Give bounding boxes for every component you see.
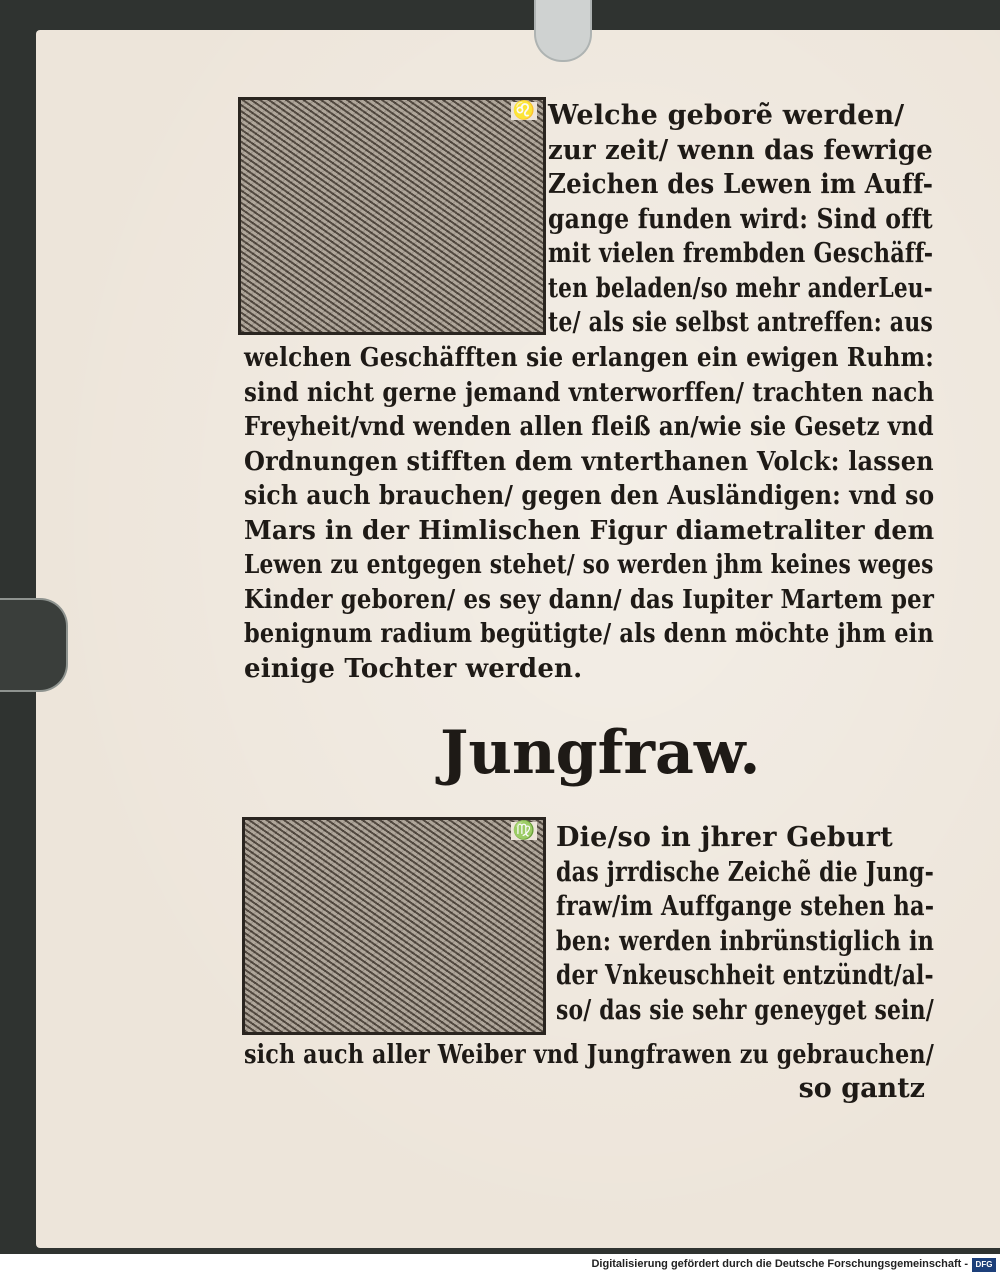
- text-line: Lewen zu entgegen stehet/ so werden jhm keines weges: [244, 550, 934, 580]
- funding-credit: Digitalisierung gefördert durch die Deutsche Forschungsgemeinschaft -: [591, 1258, 968, 1270]
- text-line: te/ als sie selbst antreffen: aus: [548, 307, 933, 338]
- virgo-text-full: [244, 1038, 1000, 1073]
- leo-text-right: [548, 99, 1000, 341]
- text-line: einige Tochter werden.: [244, 653, 583, 684]
- text-line: Freyheit/vnd wenden allen fleiß an/wie sie Gesetz vnd: [244, 412, 934, 442]
- text-line: gange funden wird: Sind offt: [548, 203, 933, 235]
- text-line: zur zeit/ wenn das fewrige: [548, 134, 933, 166]
- text-line: Die/so in jhrer Geburt: [556, 822, 893, 853]
- virgo-woodcut-image: [242, 817, 546, 1035]
- leo-text-full: [244, 341, 1000, 686]
- text-line: Zeichen des Lewen im Auff-: [548, 169, 934, 200]
- text-line: welchen Geschäfften sie erlangen ein ewigen Ruhm:: [244, 343, 935, 373]
- text-line: ben: werden inbrünstiglich in: [556, 925, 935, 957]
- text-line: benignum radium begütigte/ als denn möchte jhm ein: [244, 619, 934, 649]
- virgo-heading: Jungfraw.: [440, 718, 761, 788]
- text-line: sich auch aller Weiber vnd Jungfrawen zu gebrauchen/: [244, 1040, 935, 1070]
- text-line: Kinder geboren/ es sey dann/ das Iupiter Martem per: [244, 584, 935, 615]
- leo-symbol-icon: ♌: [512, 100, 535, 121]
- text-line: mit vielen frembden Geschäff-: [548, 238, 934, 269]
- text-line: sich auch brauchen/ gegen den Ausländigen: vnd so: [244, 481, 935, 511]
- scan-holder-tab: [0, 598, 68, 692]
- text-line: der Vnkeuschheit entzündt/al-: [556, 960, 934, 991]
- leo-woodcut-image: [238, 97, 546, 335]
- text-line: fraw/im Auffgange stehen ha-: [556, 891, 935, 922]
- virgo-symbol-icon: ♍: [512, 820, 535, 841]
- virgo-text-right: [556, 821, 1000, 1028]
- text-line: Welche geborẽ werden/: [548, 100, 905, 131]
- catchword: so gantz: [798, 1073, 925, 1104]
- text-line: ten beladen/so mehr anderLeu-: [548, 272, 933, 304]
- page-clip: [534, 0, 592, 62]
- text-line: Ordnungen stifften dem vnterthanen Volck: lassen: [244, 446, 934, 477]
- dfg-logo-icon: DFG: [972, 1258, 996, 1272]
- text-line: so/ das sie sehr geneyget sein/: [556, 994, 934, 1026]
- text-line: sind nicht gerne jemand vnterworffen/ trachten nach: [244, 377, 935, 408]
- text-line: das jrrdische Zeichẽ die Jung-: [556, 856, 934, 888]
- text-line: Mars in der Himlischen Figur diametraliter dem: [244, 515, 935, 546]
